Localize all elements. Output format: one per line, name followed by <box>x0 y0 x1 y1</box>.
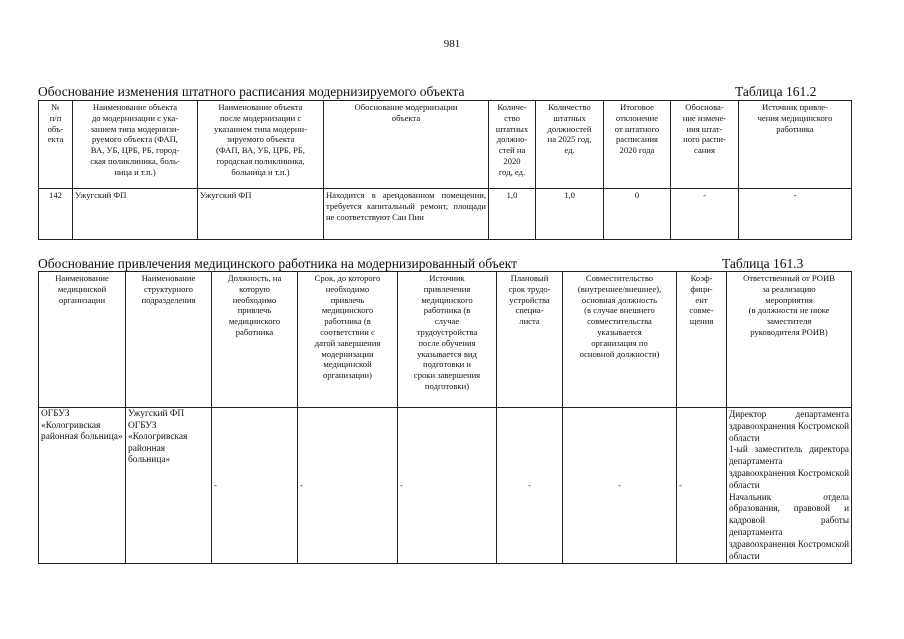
t2-header-source: Источник привлечения медицинского работника (в случае трудоустройства после обучения указывается вид подготовки и сроки завершения подготовки) <box>398 272 497 408</box>
table1-header-row <box>39 101 852 189</box>
t1-header-change-reason: Обоснова- ние измене- ния штат- ного распи- сания <box>671 101 739 189</box>
table-row <box>39 189 852 240</box>
staff-recruitment-table <box>38 271 852 564</box>
t2-header-unit: Наименование структурного подразделения <box>126 272 212 408</box>
t2-cell-combination: - <box>563 408 677 564</box>
t1-cell-change-reason: - <box>671 189 739 240</box>
t2-header-responsible: Ответственный от РОИВ за реализацию мероприятия (в должности не ниже заместителя руководителя РОИВ) <box>727 272 852 408</box>
t2-header-combination: Совместительство (внутреннее/внешнее), основная должность (в случае внешнего совместительства указывается организация по основной должности) <box>563 272 677 408</box>
table1-title: Обоснование изменения штатного расписания модернизируемого объекта <box>38 84 465 99</box>
t1-cell-name-before: Ужугский ФП <box>73 189 198 240</box>
t1-header-name-before: Наименование объекта до модернизации с ука- занием типа модернизи- руемого объекта (ФАП, ВА, УБ, ЦРБ, РБ, город- ская поликлиника, боль- ница и т.п.) <box>73 101 198 189</box>
t2-cell-coefficient: - <box>677 408 727 564</box>
t1-cell-justification: Находится в арендованном помещении, требуется капитальный ремонт, площади не соответствуют Сан Пин <box>324 189 489 240</box>
t1-header-num: № п/п объ- екта <box>39 101 73 189</box>
table-row <box>39 408 852 564</box>
table2-header-row <box>39 272 852 408</box>
t2-cell-responsible: Директор департамента здравоохранения Костромской области 1-ый заместитель директора департамента здравоохранения Костромской области Начальник отдела образования, правовой и кадровой работы департамента здравоохранения Костромской области <box>727 408 852 564</box>
t2-cell-position: - <box>212 408 298 564</box>
t2-header-position: Должность, на которую необходимо привлечь медицинского работника <box>212 272 298 408</box>
table1-number: Таблица 161.2 <box>735 84 817 99</box>
t2-cell-deadline: - <box>298 408 398 564</box>
t1-header-name-after: Наименование объекта после модернизации с указанием типа модерни- зируемого объекта (ФАП, ВА, УБ, ЦРБ, РБ, городская поликлиника, больница и т.п.) <box>198 101 324 189</box>
t1-cell-source: - <box>739 189 852 240</box>
t1-cell-num: 142 <box>39 189 73 240</box>
t1-header-count-2025: Количество штатных должностей на 2025 год, ед. <box>536 101 604 189</box>
t2-cell-source: - <box>398 408 497 564</box>
t2-header-org: Наименование медицинской организации <box>39 272 126 408</box>
t1-header-justification: Обоснование модернизации объекта <box>324 101 489 189</box>
staffing-change-table <box>38 100 852 240</box>
t1-header-count-2020: Количе- ство штатных должно- стей на 2020 год, ед. <box>489 101 536 189</box>
table2-title: Обоснование привлечения медицинского работника на модернизированный объект <box>38 256 518 271</box>
t2-cell-planned: - <box>497 408 563 564</box>
t2-header-planned: Плановый срок трудо- устройства специа- листа <box>497 272 563 408</box>
t1-cell-count-2025: 1,0 <box>536 189 604 240</box>
t1-cell-count-2020: 1,0 <box>489 189 536 240</box>
t1-cell-deviation: 0 <box>604 189 671 240</box>
t2-header-coefficient: Коэф- фици- ент совме- щения <box>677 272 727 408</box>
t1-header-source: Источник привле- чения медицинского работника <box>739 101 852 189</box>
t1-cell-name-after: Ужугский ФП <box>198 189 324 240</box>
table2-number: Таблица 161.3 <box>722 256 804 271</box>
t1-header-deviation: Итоговое отклонение от штатного расписания 2020 года <box>604 101 671 189</box>
t2-cell-org: ОГБУЗ «Кологривская районная больница» <box>39 408 126 564</box>
t2-cell-unit: Ужугский ФП ОГБУЗ «Кологривская районная больница» <box>126 408 212 564</box>
t2-header-deadline: Срок, до которого необходимо привлечь медицинского работника (в соответствии с датой завершения модернизации медицинской организации) <box>298 272 398 408</box>
page-number: 981 <box>443 38 461 50</box>
